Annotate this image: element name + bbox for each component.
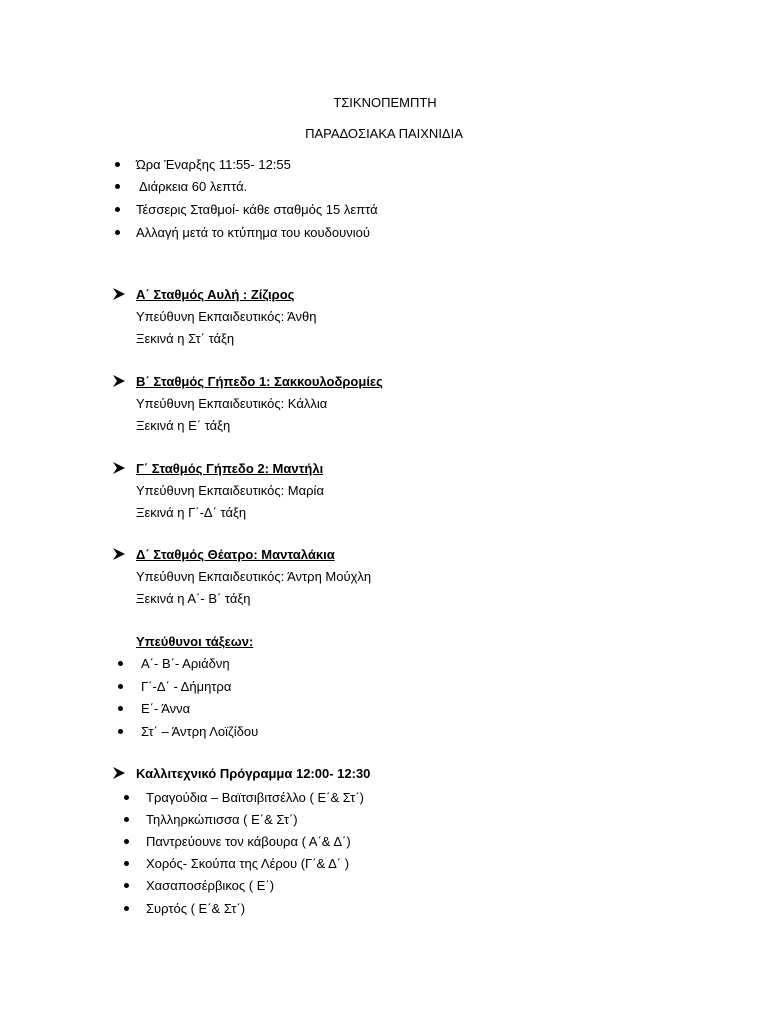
page-subtitle: ΠΑΡΑΔΟΣΙΑΚΑ ΠΑΙΧΝΙΔΙΑ bbox=[305, 126, 463, 141]
program-item: Συρτός ( Ε΄& Στ΄) bbox=[146, 901, 246, 916]
bullet-icon bbox=[118, 684, 123, 689]
class-lead-item: Ε΄- Άννα bbox=[141, 701, 191, 716]
bullet-icon bbox=[115, 230, 120, 235]
info-item: Ώρα Έναρξης 11:55- 12:55 bbox=[136, 157, 291, 172]
station-teacher: Υπεύθυνη Εκπαιδευτικός: Μαρία bbox=[136, 483, 324, 498]
station-teacher: Υπεύθυνη Εκπαιδευτικός: Άνθη bbox=[136, 309, 317, 324]
bullet-icon bbox=[118, 661, 123, 666]
bullet-icon bbox=[115, 207, 120, 212]
station-start: Ξεκινά η Α΄- Β΄ τάξη bbox=[136, 591, 251, 606]
station-heading: Α΄ Σταθμός Αυλή : Ζίζιρος bbox=[136, 287, 295, 302]
bullet-icon bbox=[124, 795, 129, 800]
arrowhead-icon bbox=[113, 767, 125, 779]
class-lead-item: Α΄- Β΄- Αριάδνη bbox=[141, 656, 230, 671]
program-item: Χασαποσέρβικος ( Ε΄) bbox=[146, 878, 275, 893]
arrowhead-icon bbox=[113, 375, 125, 387]
station-teacher: Υπεύθυνη Εκπαιδευτικός: Κάλλια bbox=[136, 396, 328, 411]
bullet-icon bbox=[124, 883, 129, 888]
info-item: Διάρκεια 60 λεπτά. bbox=[139, 179, 248, 194]
program-item: Τραγούδια – Βαϊτσιβιτσέλλο ( Ε΄& Στ΄) bbox=[146, 790, 364, 805]
program-item: Χορός- Σκούπα της Λέρου (Γ΄& Δ΄ ) bbox=[146, 856, 350, 871]
bullet-icon bbox=[115, 162, 120, 167]
bullet-icon bbox=[118, 729, 123, 734]
bullet-icon bbox=[124, 839, 129, 844]
arrowhead-icon bbox=[113, 548, 125, 560]
bullet-icon bbox=[115, 184, 120, 189]
class-heading: Υπεύθυνοι τάξεων: bbox=[136, 634, 254, 649]
page-title: ΤΣΙΚΝΟΠΕΜΠΤΗ bbox=[333, 95, 437, 110]
bullet-icon bbox=[124, 861, 129, 866]
station-start: Ξεκινά η Γ΄-Δ΄ τάξη bbox=[136, 505, 247, 520]
program-item: Παντρεύουνε τον κάβουρα ( Α΄& Δ΄) bbox=[146, 834, 351, 849]
arrowhead-icon bbox=[113, 462, 125, 474]
program-item: Τηλληρκώπισσα ( Ε΄& Στ΄) bbox=[146, 812, 298, 827]
info-item: Αλλαγή μετά το κτύπημα του κουδουνιού bbox=[136, 225, 370, 240]
bullet-icon bbox=[118, 706, 123, 711]
arrowhead-icon bbox=[113, 288, 125, 300]
station-heading: Δ΄ Σταθμός Θέατρο: Μανταλάκια bbox=[136, 547, 335, 562]
station-heading: Β΄ Σταθμός Γήπεδο 1: Σακκουλοδρομίες bbox=[136, 374, 383, 389]
station-heading: Γ΄ Σταθμός Γήπεδο 2: Μαντήλι bbox=[136, 461, 324, 476]
bullet-icon bbox=[124, 906, 129, 911]
station-teacher: Υπεύθυνη Εκπαιδευτικός: Άντρη Μούχλη bbox=[136, 569, 372, 584]
station-start: Ξεκινά η Στ΄ τάξη bbox=[136, 331, 235, 346]
station-start: Ξεκινά η Ε΄ τάξη bbox=[136, 418, 231, 433]
info-item: Τέσσερις Σταθμοί- κάθε σταθμός 15 λεπτά bbox=[136, 202, 378, 217]
class-lead-item: Στ΄ – Άντρη Λοϊζίδου bbox=[141, 724, 259, 739]
program-heading: Καλλιτεχνικό Πρόγραμμα 12:00- 12:30 bbox=[136, 766, 371, 781]
bullet-icon bbox=[124, 817, 129, 822]
class-lead-item: Γ΄-Δ΄ - Δήμητρα bbox=[141, 679, 232, 694]
